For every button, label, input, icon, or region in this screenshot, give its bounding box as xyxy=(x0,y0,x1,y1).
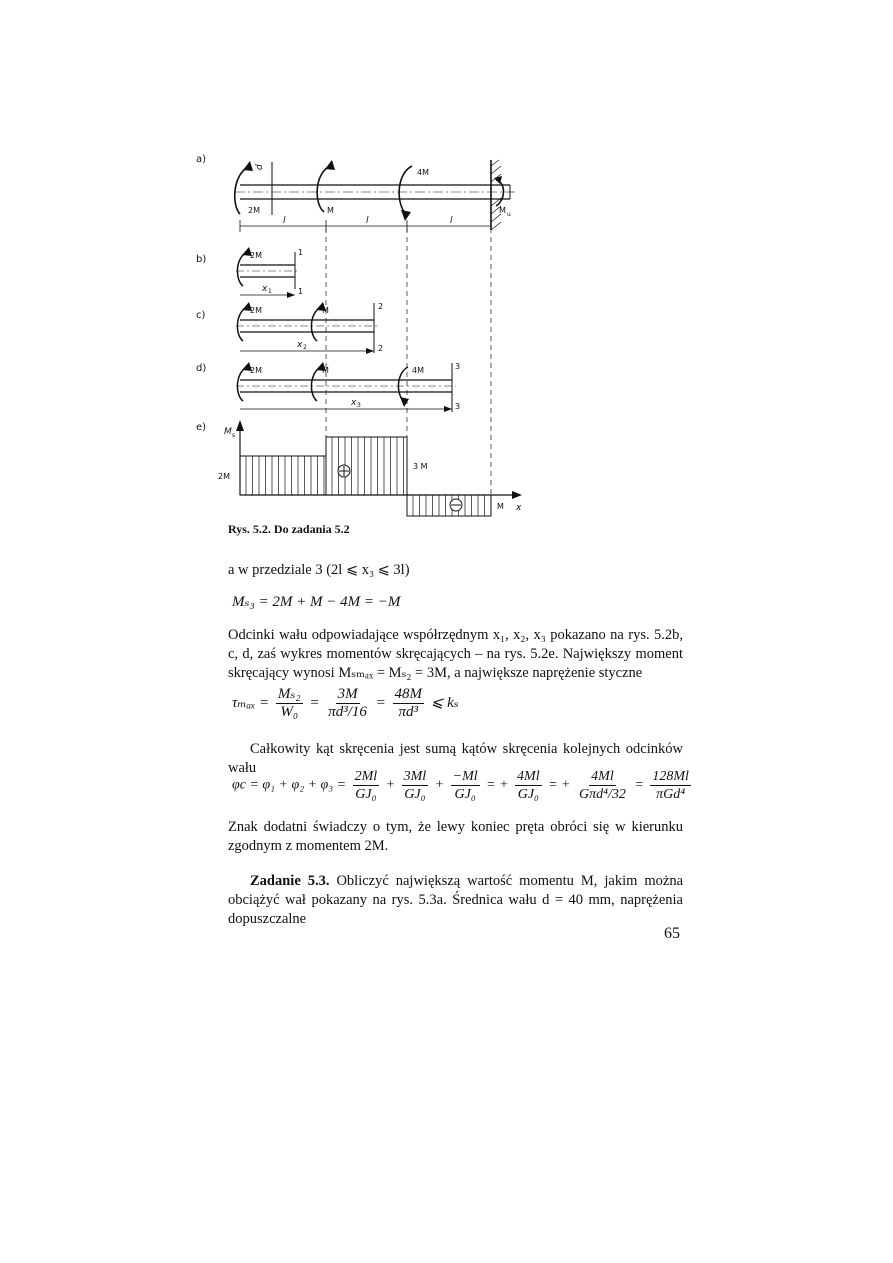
label-m-a: M xyxy=(327,206,334,215)
panel-label-d: d) xyxy=(196,363,207,374)
equation-phi-c: φc = φ₁ + φ₂ + φ₃ = $\frac{2Ml}{\text{GJ₀}}$ + $\frac{3Ml}{\text{GJ₀}}$ + $\frac{-Ml}{\text{GJ₀}}$ = + $\frac{4Ml}{\text{GJ₀}}$ = + $\frac{4Ml}{\text{Gπd⁴/32}}$ = $\frac{128Ml}{\text{πGd⁴}}$ xyxy=(232,769,689,802)
wall-support xyxy=(491,160,501,230)
moment-arrows-a xyxy=(235,166,504,214)
section-label-3-top: 3 xyxy=(455,362,461,371)
fraction-minus-ml: $\frac{-Ml}{\text{GJ₀}}$ xyxy=(452,769,478,802)
ms-axis-sub: s xyxy=(232,432,236,439)
guide-lines xyxy=(326,228,491,495)
x1-label: x xyxy=(262,284,268,294)
fraction-4ml-d4: $\frac{4Ml}{\text{Gπd⁴/32}}$ xyxy=(579,769,626,802)
ms-axis-label: M xyxy=(224,427,232,437)
section-label-1-top: 1 xyxy=(298,248,304,257)
moment-arrowheads-a xyxy=(243,160,502,221)
label-2m-e: 2M xyxy=(218,472,230,481)
x2-sub: 2 xyxy=(303,344,307,351)
phi-c-lhs: φc = φ₁ + φ₂ + φ₃ = xyxy=(232,777,347,793)
fraction-ms2-w0: $\frac{\text{Mₛ₂}}{\text{W₀}}$ xyxy=(277,686,301,720)
label-2m-b: 2M xyxy=(250,251,262,260)
equation-ms3: Mₛ₃ = 2M + M − 4M = −M xyxy=(232,594,401,610)
label-m-d: M xyxy=(322,366,329,375)
torque-segment-1 xyxy=(240,456,326,495)
tau-max-tail: ⩽ kₛ xyxy=(430,694,459,711)
length-label-3: l xyxy=(450,216,453,226)
label-2m-c: 2M xyxy=(250,306,262,315)
task-5-3-heading: Zadanie 5.3. xyxy=(250,873,330,889)
tau-max-lhs: τₘₐₓ = xyxy=(232,694,270,711)
label-mu-sub: u xyxy=(507,211,511,218)
torque-diagram xyxy=(236,420,522,516)
section-label-3-bottom: 3 xyxy=(455,402,461,411)
label-4m-a: 4M xyxy=(417,168,429,177)
panel-label-b: b) xyxy=(196,254,207,265)
panel-label-a: a) xyxy=(196,154,207,165)
paragraph-total-angle: Całkowity kąt skręcenia jest sumą kątów skręcenia kolejnych odcinków wału xyxy=(228,741,683,776)
section-label-2-top: 2 xyxy=(378,302,384,311)
fraction-3m: $\frac{3M}{\text{πd³/16}}$ xyxy=(328,686,367,720)
paragraph-segments: Odcinki wału odpowiadające współrzędnym x₁, x₂, x₃ pokazano na rys. 5.2b, c, d, zaś wykres momentów skręcających – na rys. 5.2e. Największy moment skręcający wynosi Mₛₘₐₓ = Mₛ₂ = 3M, a największe naprężenie styczne xyxy=(228,627,683,681)
fraction-128ml: $\frac{128Ml}{\text{πGd⁴}}$ xyxy=(652,769,689,802)
label-m-e: M xyxy=(497,502,504,511)
page-number: 65 xyxy=(664,925,680,942)
section-label-1-bottom: 1 xyxy=(298,287,304,296)
label-mu: M xyxy=(499,206,506,215)
x2-label: x xyxy=(297,340,303,350)
ms-axis-arrowhead xyxy=(236,420,244,431)
figure-5-2 xyxy=(0,0,893,520)
panel-label-c: c) xyxy=(196,310,206,321)
fraction-4ml: $\frac{4Ml}{\text{GJ₀}}$ xyxy=(517,769,540,802)
panel-a-shaft xyxy=(235,162,515,215)
fraction-3ml: $\frac{3Ml}{\text{GJ₀}}$ xyxy=(403,769,427,802)
label-4m-d: 4M xyxy=(412,366,424,375)
panel-label-e: e) xyxy=(196,422,207,433)
paragraph-interval-3: a w przedziale 3 (2l ⩽ x₃ ⩽ 3l) xyxy=(228,562,410,578)
x-axis-label: x xyxy=(516,503,522,513)
fraction-2ml: $\frac{2Ml}{\text{GJ₀}}$ xyxy=(354,769,378,802)
label-m-c: M xyxy=(322,306,329,315)
paragraph-task-5-3 xyxy=(228,872,683,929)
x1-sub: 1 xyxy=(268,288,272,295)
paragraph-sign: Znak dodatni świadczy o tym, że lewy koniec pręta obróci się w kierunku zgodnym z momentem 2M. xyxy=(228,819,683,854)
equation-tau-max: τₘₐₓ = $\frac{\text{Mₛ₂}}{\text{W₀}}$ = $\frac{3M}{\text{πd³/16}}$ = $\frac{48M}{\text{πd³}}$ ⩽ kₛ xyxy=(232,686,459,720)
x-axis-arrowhead xyxy=(512,491,522,499)
label-2m-d: 2M xyxy=(250,366,262,375)
diameter-label: d xyxy=(255,164,265,170)
x3-sub: 3 xyxy=(357,402,361,409)
figure-caption: Rys. 5.2. Do zadania 5.2 xyxy=(228,522,350,536)
length-label-2: l xyxy=(366,216,369,226)
task-5-3-text: Obliczyć największą wartość momentu M, jakim można obciążyć wał pokazany na rys. 5.3a. Średnica wału d = 40 mm, naprężenia dopuszczalne xyxy=(228,873,684,927)
fraction-48m: $\frac{48M}{\text{πd³}}$ xyxy=(394,686,423,720)
section-label-2-bottom: 2 xyxy=(378,344,384,353)
label-2m-a: 2M xyxy=(248,206,260,215)
length-label-1: l xyxy=(283,216,286,226)
x3-label: x xyxy=(351,398,357,408)
label-3m-e: 3 M xyxy=(413,462,428,471)
